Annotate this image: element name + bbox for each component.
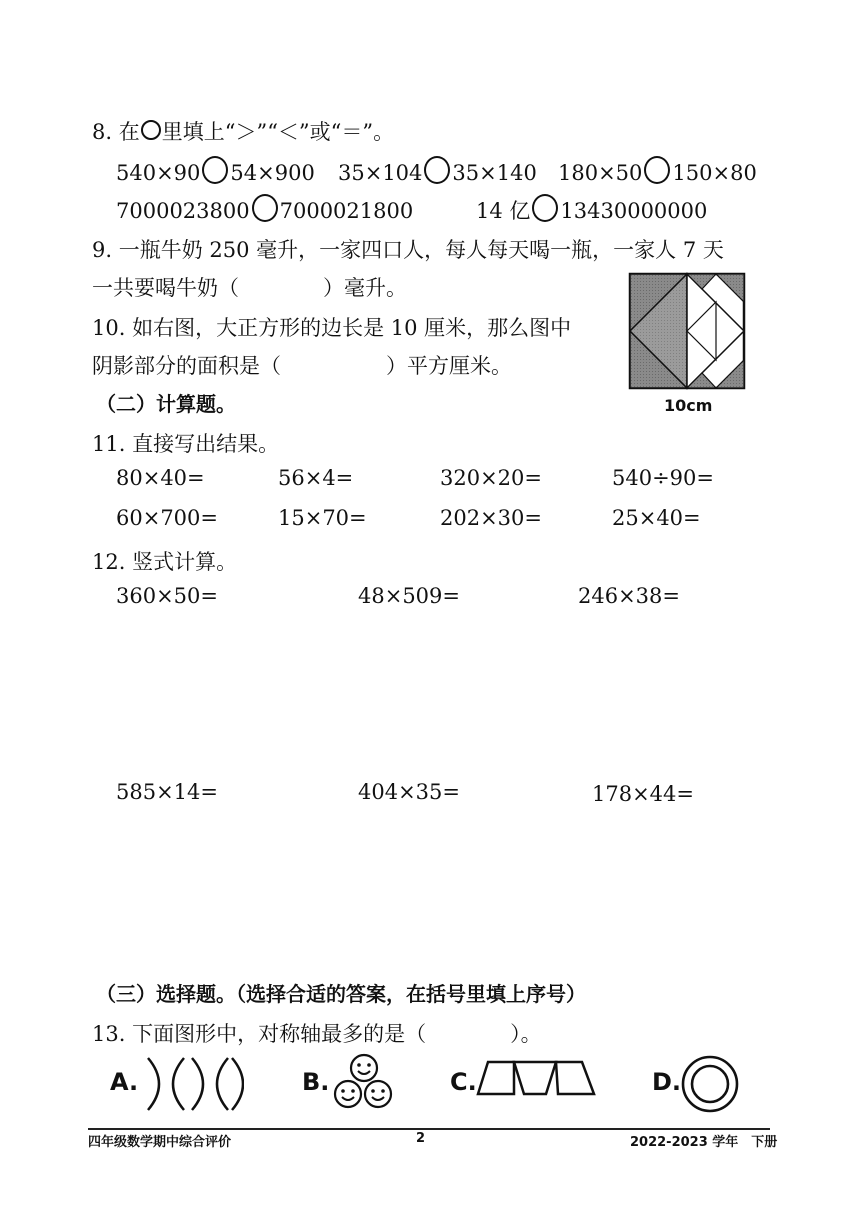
page-number: 2 <box>416 1131 426 1146</box>
trapezoids-icon <box>474 1060 598 1096</box>
q8-item-1-right: 54×900 <box>230 161 315 185</box>
compare-circle-blank[interactable] <box>424 156 450 184</box>
q11-item-5: 60×700= <box>116 506 218 530</box>
option-d-label: D. <box>652 1068 682 1096</box>
footer-divider <box>88 1128 770 1130</box>
option-a-label: A. <box>110 1068 139 1096</box>
q8-item-4 <box>116 194 413 223</box>
q8-item-1 <box>116 156 315 185</box>
q11-item-2: 56×4= <box>278 466 354 490</box>
q9-line-2: 一共要喝牛奶（ ）毫升。 <box>92 276 407 300</box>
q8-item-2 <box>338 156 537 185</box>
shaded-square-figure <box>628 272 746 390</box>
q8-item-1-left: 540×90 <box>116 161 201 185</box>
q8-item-3 <box>558 156 757 185</box>
section3-title: （三）选择题。（选择合适的答案，在括号里填上序号） <box>96 982 586 1006</box>
q12-item-2: 48×509= <box>358 584 460 608</box>
q12-item-6: 178×44= <box>592 782 694 806</box>
q11-item-6: 15×70= <box>278 506 367 530</box>
q11-item-1: 80×40= <box>116 466 205 490</box>
q12-item-3: 246×38= <box>578 584 680 608</box>
option-b-label: B. <box>302 1068 330 1096</box>
compare-circle-blank[interactable] <box>644 156 670 184</box>
q8-item-5-right: 13430000000 <box>560 199 708 223</box>
q11-item-3: 320×20= <box>440 466 542 490</box>
q9-line-1: 9. 一瓶牛奶 250 毫升，一家四口人，每人每天喝一瓶，一家人 7 天 <box>92 238 724 262</box>
arcs-figure-icon <box>140 1056 244 1112</box>
q8-title-suffix: 里填上“＞”“＜”或“＝”。 <box>161 120 395 144</box>
compare-circle-blank[interactable] <box>252 194 278 222</box>
q13-title: 13. 下面图形中，对称轴最多的是（ ）。 <box>92 1022 542 1046</box>
q8-title-prefix: 8. 在 <box>92 120 140 144</box>
q11-title: 11. 直接写出结果。 <box>92 432 280 456</box>
q12-title: 12. 竖式计算。 <box>92 550 238 574</box>
q8-item-3-right: 150×80 <box>672 161 757 185</box>
footer-left: 四年级数学期中综合评价 <box>88 1135 232 1150</box>
q8-title <box>92 116 394 146</box>
q8-item-3-left: 180×50 <box>558 161 643 185</box>
q12-item-5: 404×35= <box>358 780 460 804</box>
q8-item-2-left: 35×104 <box>338 161 423 185</box>
q8-item-5 <box>476 194 707 225</box>
q11-item-4: 540÷90= <box>612 466 714 490</box>
q8-item-4-right: 7000021800 <box>279 199 414 223</box>
compare-circle-blank[interactable] <box>202 156 228 184</box>
smiley-faces-icon <box>332 1052 396 1112</box>
q10-line-1: 10. 如右图，大正方形的边长是 10 厘米，那么图中 <box>92 316 572 340</box>
section2-title: （二）计算题。 <box>96 392 236 416</box>
q12-item-4: 585×14= <box>116 780 218 804</box>
option-c-label: C. <box>450 1068 477 1096</box>
q8-item-4-left: 7000023800 <box>116 199 250 223</box>
circle-icon <box>141 120 161 140</box>
q10-line-2: 阴影部分的面积是（ ）平方厘米。 <box>92 354 512 378</box>
concentric-circles-icon <box>680 1054 740 1114</box>
q8-item-2-right: 35×140 <box>452 161 537 185</box>
q8-item-5-left: 14 亿 <box>476 199 531 223</box>
q11-item-7: 202×30= <box>440 506 542 530</box>
q12-item-1: 360×50= <box>116 584 218 608</box>
footer-right: 2022-2023 学年 下册 <box>630 1135 778 1150</box>
compare-circle-blank[interactable] <box>532 194 558 222</box>
q11-item-8: 25×40= <box>612 506 701 530</box>
figure-label: 10cm <box>664 396 713 415</box>
